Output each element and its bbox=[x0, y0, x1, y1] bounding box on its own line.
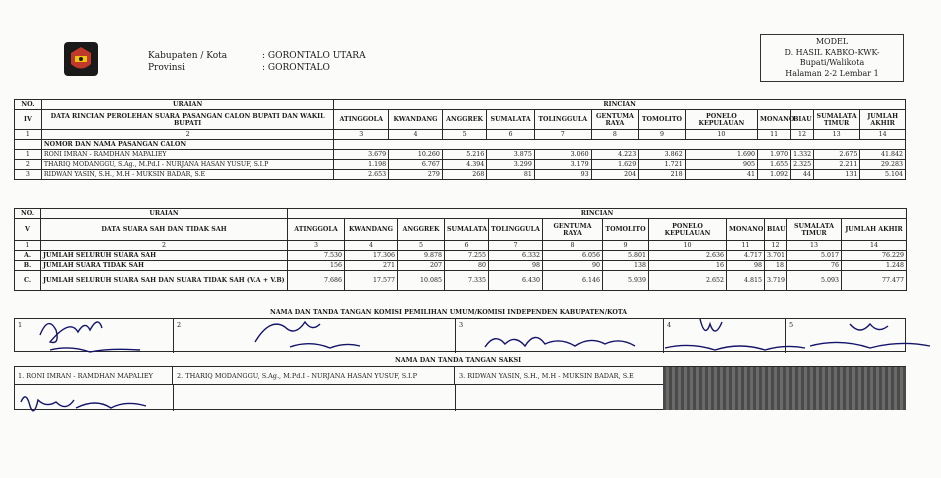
model-box: MODEL D. HASIL KABKO-KWK- Bupati/Walikota Halaman 2-2 Lembar 1 bbox=[760, 34, 904, 82]
kabupaten-value: : GORONTALO UTARA bbox=[262, 51, 366, 61]
signature-1 bbox=[30, 310, 150, 360]
table-row: 2 THARIQ MODANGGU, S.Ag., M.Pd.I - NURJANA HASAN YUSUF, S.I.P 1.198 6.767 4.394 3.299 3.179 1.629 1.721 905 1.655 2.325 2.211 29.283 bbox=[15, 160, 906, 170]
redacted-area bbox=[663, 367, 906, 410]
komisi-signature-grid: 1 2 3 4 5 bbox=[14, 318, 906, 352]
saksi-1: 1. RONI IMRAN - RAMDHAN MAPALIEY bbox=[18, 372, 153, 380]
no-header: NO. bbox=[15, 209, 41, 219]
kabupaten-label: Kabupaten / Kota bbox=[148, 51, 228, 61]
signature-4 bbox=[660, 314, 810, 356]
table-perolehan-suara: NO. URAIAN RINCIAN IV DATA RINCIAN PEROLEHAN SUARA PASANGAN CALON BUPATI DAN WAKIL BUPATI ATINGGOLA KWANDANG ANGGREK SUMALATA TOLINGGULA GENTUMA RAYA TOMOLITO PONELO KEPULAUAN MONANO BIAU SUMALATA TIMUR JUMLAH AKHIR 1 2 3 4 5 6 7 8 9 10 11 12 13 14 NOMOR DAN NAMA PASANGAN CALON 1 RONI IMRAN - RAMDHAN MAPALIEY 3.679 10.260 5.216 3.875 3.060 4.223 3.862 1.690 1.970 1.332 2.675 41.842 2 THARIQ MODANGGU, S.Ag., M.Pd.I - NURJANA HASAN YUSUF, S.I.P 1.198 6.767 4.394 3.299 3.179 1.629 1.721 905 1.655 2.325 2.211 29.283 3 RIDWAN YASIN, S.H., M.H - MUKSIN BADAR, S.E 2.653 279 268 81 93 204 218 41 1.092 44 131 5.104 bbox=[14, 99, 906, 180]
signature-5 bbox=[800, 316, 935, 356]
uraian-header: URAIAN bbox=[41, 209, 288, 219]
table-row: 3 RIDWAN YASIN, S.H., M.H - MUKSIN BADAR, S.E 2.653 279 268 81 93 204 218 41 1.092 44 131 5.104 bbox=[15, 170, 906, 180]
saksi-2: 2. THARIQ MODANGGU, S.Ag., M.Pd.I - NURJANA HASAN YUSUF, S.I.P bbox=[177, 372, 418, 380]
table-suara-sah: NO. URAIAN RINCIAN V DATA SUARA SAH DAN TIDAK SAH ATINGGOLA KWANDANG ANGGREK SUMALATA TOLINGGULA GENTUMA RAYA TOMOLITO PONELO KEPULAUAN MONANO BIAU SUMALATA TIMUR JUMLAH AKHIR 1 2 3 4 5 6 7 8 9 10 11 12 13 14 A. JUMLAH SELURUH SUARA SAH 7.530 17.306 9.878 7.255 6.332 6.056 5.801 2.636 4.717 3.701 5.017 76.229 B. JUMLAH SUARA TIDAK SAH 156 271 207 80 98 90 138 16 98 18 76 1.248 C. JUMLAH SELURUH SUARA SAH DAN SUARA TIDAK SAH (V.A + V.B) 7.686 17.577 10.085 7.335 6.430 6.146 5.939 2.652 4.815 3.719 5.093 77.477 bbox=[14, 208, 907, 291]
table-row: A. JUMLAH SELURUH SUARA SAH 7.530 17.306 9.878 7.255 6.332 6.056 5.801 2.636 4.717 3.701 5.017 76.229 bbox=[15, 251, 907, 261]
rincian-header: RINCIAN bbox=[288, 209, 907, 219]
signature-2 bbox=[250, 312, 370, 357]
provinsi-label: Provinsi bbox=[148, 63, 186, 73]
table-row: C. JUMLAH SELURUH SUARA SAH DAN SUARA TIDAK SAH (V.A + V.B) 7.686 17.577 10.085 7.335 6.430 6.146 5.939 2.652 4.815 3.719 5.093 77.477 bbox=[15, 271, 907, 291]
table-row: 1 RONI IMRAN - RAMDHAN MAPALIEY 3.679 10.260 5.216 3.875 3.060 4.223 3.862 1.690 1.970 1.332 2.675 41.842 bbox=[15, 150, 906, 160]
signature-saksi-1 bbox=[16, 388, 156, 422]
saksi-title: NAMA DAN TANDA TANGAN SAKSI bbox=[395, 357, 522, 364]
section-label: NOMOR DAN NAMA PASANGAN CALON bbox=[41, 140, 334, 150]
provinsi-value: : GORONTALO bbox=[262, 63, 330, 73]
rincian-header: RINCIAN bbox=[334, 100, 906, 110]
kpu-logo bbox=[62, 40, 100, 78]
uraian-header: URAIAN bbox=[41, 100, 334, 110]
saksi-3: 3. RIDWAN YASIN, S.H., M.H - MUKSIN BADAR, S.E bbox=[459, 372, 634, 380]
no-header: NO. bbox=[15, 100, 42, 110]
komisi-title: NAMA DAN TANDA TANGAN KOMISI PEMILIHAN UMUM/KOMISI INDEPENDEN KABUPATEN/KOTA bbox=[270, 309, 628, 316]
signature-3 bbox=[480, 322, 640, 357]
table-row: B. JUMLAH SUARA TIDAK SAH 156 271 207 80 98 90 138 16 98 18 76 1.248 bbox=[15, 261, 907, 271]
